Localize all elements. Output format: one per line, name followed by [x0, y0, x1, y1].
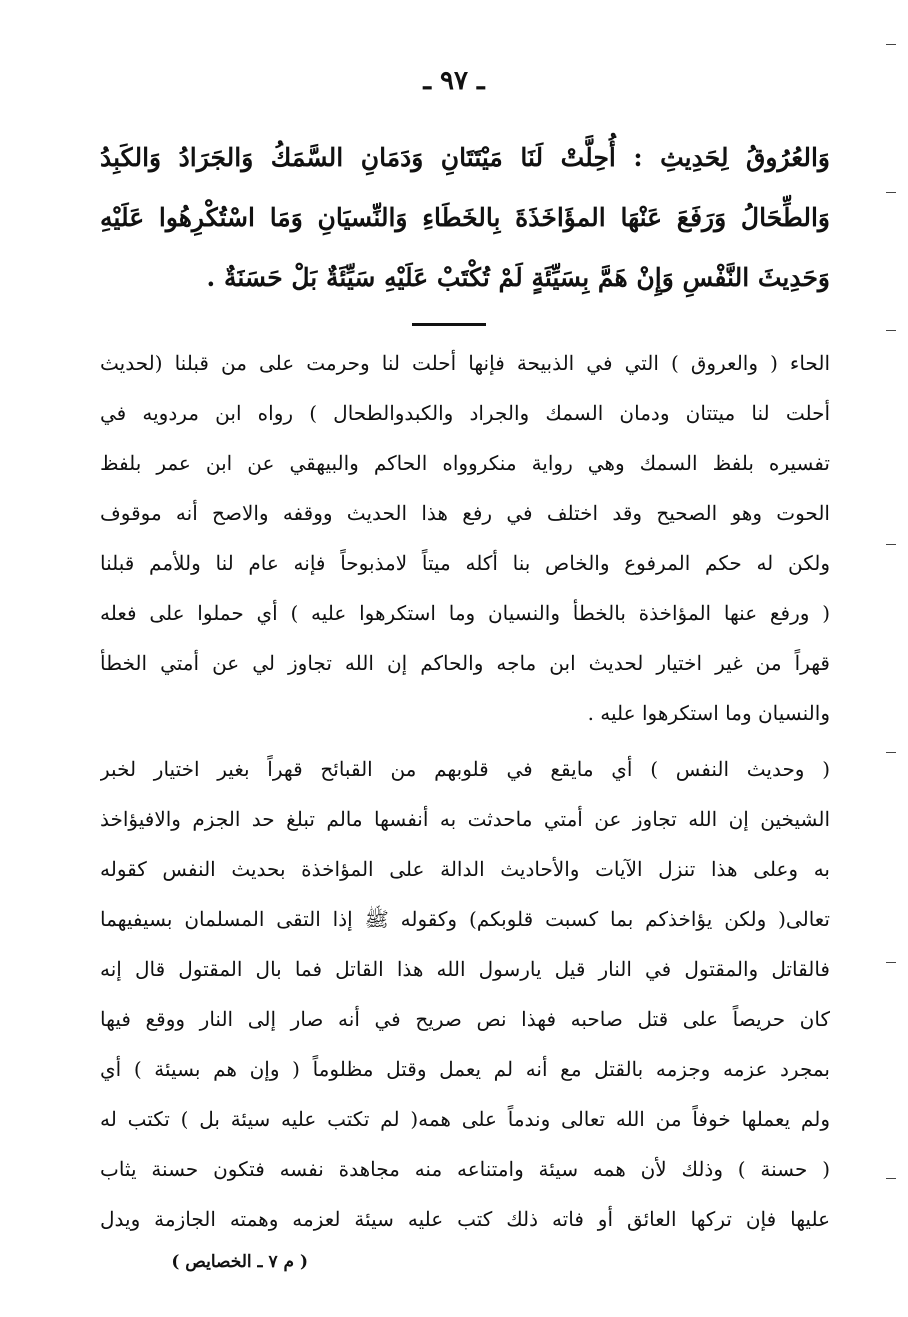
commentary-line: ( وحديث النفس ) أي مايقع في قلوبهم من القبائح قهراً بغير اختيار لخبر [100, 757, 830, 781]
scan-margin-mark [886, 44, 896, 45]
commentary-line: به وعلى هذا تنزل الآيات والأحاديث الدالة على المؤاخذة بحديث النفس كقوله [100, 857, 830, 881]
commentary-line: الحوت وهو الصحيح وقد اختلف في رفع هذا الحديث ووقفه والاصح أنه موقوف [100, 501, 830, 525]
commentary-line: الحاء ( والعروق ) التي في الذبيحة فإنها أحلت لنا وحرمت على من قبلنا (لحديث [100, 351, 830, 375]
scan-margin-mark [886, 192, 896, 193]
commentary-line: ( ورفع عنها المؤاخذة بالخطأ والنسيان وما استكرهوا عليه ) أي حملوا على فعله [100, 601, 830, 625]
commentary-line: فالقاتل والمقتول في النار قيل يارسول الله هذا القاتل فما بال المقتول قال إنه [100, 957, 830, 981]
commentary-line: تفسيره بلفظ السمك وهي رواية منكروواه الحاكم والبيهقي عن ابن عمر بلفظ [100, 451, 830, 475]
scan-margin-mark [886, 752, 896, 753]
main-text-line: وَالطِّحَالُ وَرَفَعَ عَنْهَا المؤَاخَذَةَ بِالخَطَاءِ وَالنِّسيَانِ وَمَا اسْتُكْرِهُوا عَلَيْهِ [100, 203, 830, 232]
main-text-line: وَالعُرُوقُ لِحَدِيثِ : أُحِلَّتْ لَنَا مَيْتَتَانِ وَدَمَانِ السَّمَكُ وَالجَرَادُ وَالكَبِدُ [100, 143, 830, 172]
commentary-line: تعالى( ولكن يؤاخذكم بما كسبت قلوبكم) وكقوله ﷺ إذا التقى المسلمان بسيفيهما [100, 907, 830, 931]
commentary-paragraph [100, 338, 830, 738]
scan-margin-mark [886, 962, 896, 963]
scan-margin-mark [886, 544, 896, 545]
section-separator [412, 323, 486, 326]
commentary-line: قهراً من غير اختيار لحديث ابن ماجه والحاكم إن الله تجاوز لي عن أمتي الخطأ [100, 651, 830, 675]
commentary-line: بمجرد عزمه وجزمه بالقتل مع أنه لم يعمل وقتل مظلوماً ( وإن هم بسيئة ) أي [100, 1057, 830, 1081]
commentary-line: ( حسنة ) وذلك لأن همه سيئة وامتناعه منه مجاهدة نفسه فتكون حسنة يثاب [100, 1157, 830, 1181]
main-text-block [100, 128, 830, 308]
scan-margin-mark [886, 1178, 896, 1179]
footer-signature: ( م ٧ ـ الخصايص ) [171, 1252, 308, 1272]
scan-margin-mark [886, 330, 896, 331]
commentary-line: كان حريصاً على قتل صاحبه فهذا نص صريح في أنه صار إلى النار ووقع فيها [100, 1007, 830, 1031]
commentary-line: أحلت لنا ميتتان ودمان السمك والجراد والكبدوالطحال ) رواه ابن مردويه في [100, 401, 830, 425]
main-text-line: وَحَدِيثَ النَّفْسِ وَإِنْ هَمَّ بِسَيِّئَةٍ لَمْ تُكْتَبْ عَلَيْهِ سَيِّئَةٌ بَلْ حَسَنَةٌ . [206, 263, 830, 292]
commentary-line: الشيخين إن الله تجاوز عن أمتي ماحدثت به أنفسها مالم تبلغ حد الجزم والافيؤاخذ [100, 807, 830, 831]
commentary-paragraph [100, 744, 830, 1244]
page-number: ـ ٩٧ ـ [423, 66, 485, 96]
commentary-line: عليها فإن تركها العائق أو فاته ذلك كتب عليه سيئة لعزمه وهمته الجازمة ويدل [100, 1207, 830, 1231]
commentary-line: ولم يعملها خوفاً من الله تعالى وندماً على همه( لم تكتب عليه سيئة بل ) تكتب له [100, 1107, 830, 1131]
commentary-line: ولكن له حكم المرفوع والخاص بنا أكله ميتاً لامذبوحاً فإنه عام لنا وللأمم قبلنا [100, 551, 830, 575]
commentary-block [100, 338, 830, 1250]
commentary-line: والنسيان وما استكرهوا عليه . [587, 701, 830, 725]
